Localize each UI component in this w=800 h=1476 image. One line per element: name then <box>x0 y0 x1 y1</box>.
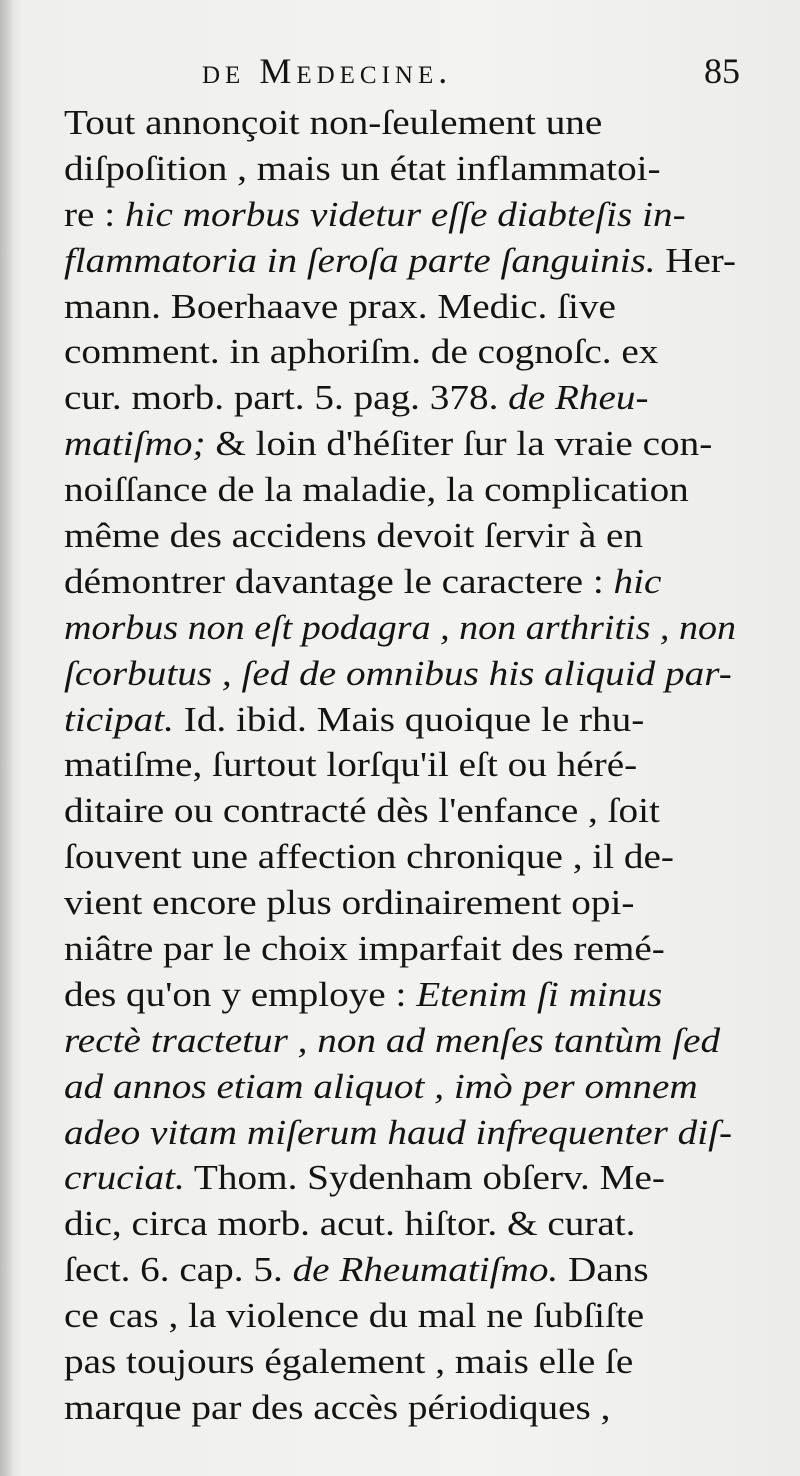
italic-text: de Rheu- <box>508 378 649 418</box>
running-title: de Medecine. <box>202 51 453 91</box>
italic-text: flammatoria in ſeroſa parte ſanguinis. <box>64 240 656 280</box>
running-head <box>66 50 742 100</box>
text-line <box>64 972 738 1018</box>
italic-text: ſcorbutus , ſed de omnibus his aliquid par- <box>64 653 732 693</box>
roman-text: comment. in aphoriſm. de cognoſc. ex <box>64 332 659 372</box>
roman-text: ſouvent une affection chronique , il de- <box>64 837 674 877</box>
text-line <box>64 926 738 972</box>
text-line <box>64 238 738 284</box>
roman-text: Thom. Sydenham obſerv. Me- <box>184 1158 665 1198</box>
roman-text: marque par des accès périodiques , <box>64 1387 611 1427</box>
text-line <box>64 1293 738 1339</box>
gutter-shadow <box>0 0 14 1476</box>
text-line <box>64 880 738 926</box>
italic-text: adeo vitam miſerum haud infrequenter diſ- <box>64 1112 733 1152</box>
roman-text: Dans <box>558 1250 649 1290</box>
roman-text: démontrer davantage le caractere : <box>64 561 614 601</box>
text-line <box>64 1201 738 1247</box>
roman-text: mann. Boerhaave prax. Medic. ſive <box>64 286 616 326</box>
text-line <box>64 697 738 743</box>
text-line <box>64 1385 738 1431</box>
roman-text: noiſſance de la maladie, la complication <box>64 470 689 510</box>
text-line <box>64 1064 738 1110</box>
text-line <box>64 513 738 559</box>
roman-text: cur. morb. part. 5. pag. 378. <box>64 378 509 418</box>
text-line <box>64 421 738 467</box>
italic-text: cruciat. <box>64 1158 185 1198</box>
roman-text: vient encore plus ordinairement opi- <box>64 883 635 923</box>
italic-text: matiſmo; <box>64 424 206 464</box>
text-line <box>64 467 738 513</box>
italic-text: de Rheumatiſmo. <box>292 1250 559 1290</box>
text-line <box>64 100 738 146</box>
body-text <box>64 100 738 1431</box>
roman-text: niâtre par le choix imparfait des remé- <box>64 929 665 969</box>
text-line <box>64 1110 738 1156</box>
italic-text: Etenim ſi minus <box>416 974 663 1014</box>
text-line <box>64 375 738 421</box>
text-line <box>64 1339 738 1385</box>
roman-text: Her- <box>655 240 737 280</box>
text-line <box>64 1018 738 1064</box>
italic-text: morbus non eſt podagra , non arthritis , non <box>64 607 737 647</box>
text-line <box>64 742 738 788</box>
roman-text: pas toujours également , mais elle ſe <box>64 1342 634 1382</box>
roman-text: Tout annonçoit non-ſeulement une <box>64 103 603 142</box>
text-line <box>64 605 738 651</box>
roman-text: dic, circa morb. acut. hiſtor. & curat. <box>64 1204 636 1244</box>
roman-text: & loin d'héſiter ſur la vraie con- <box>205 424 713 464</box>
roman-text: ſect. 6. cap. 5. <box>64 1250 293 1290</box>
italic-text: hic <box>613 561 662 601</box>
page-number: 85 <box>704 51 740 91</box>
roman-text: matiſme, ſurtout lorſqu'il eſt ou héré- <box>64 745 638 785</box>
text-line <box>64 329 738 375</box>
italic-text: rectè tractetur , non ad menſes tantùm ſed <box>64 1020 721 1060</box>
text-line <box>64 284 738 330</box>
text-line <box>64 834 738 880</box>
roman-text: diſpoſition , mais un état inflammatoi- <box>64 148 661 188</box>
roman-text: Id. ibid. Mais quoique le rhu- <box>173 699 645 739</box>
roman-text: ditaire ou contracté dès l'enfance , ſoit <box>64 791 660 831</box>
text-line <box>64 146 738 192</box>
text-line <box>64 1247 738 1293</box>
text-line <box>64 192 738 238</box>
text-line <box>64 1155 738 1201</box>
text-line <box>64 651 738 697</box>
roman-text: re : <box>64 194 125 234</box>
text-line <box>64 559 738 605</box>
roman-text: des qu'on y employe : <box>64 974 417 1014</box>
italic-text: ad annos etiam aliquot , imò per omnem <box>64 1066 698 1106</box>
italic-text: hic morbus videtur eſſe diabteſis in- <box>124 194 686 234</box>
text-line <box>64 788 738 834</box>
roman-text: même des accidens devoit ſervir à en <box>64 516 644 556</box>
roman-text: ce cas , la violence du mal ne ſubſiſte <box>64 1296 645 1336</box>
italic-text: ticipat. <box>64 699 174 739</box>
